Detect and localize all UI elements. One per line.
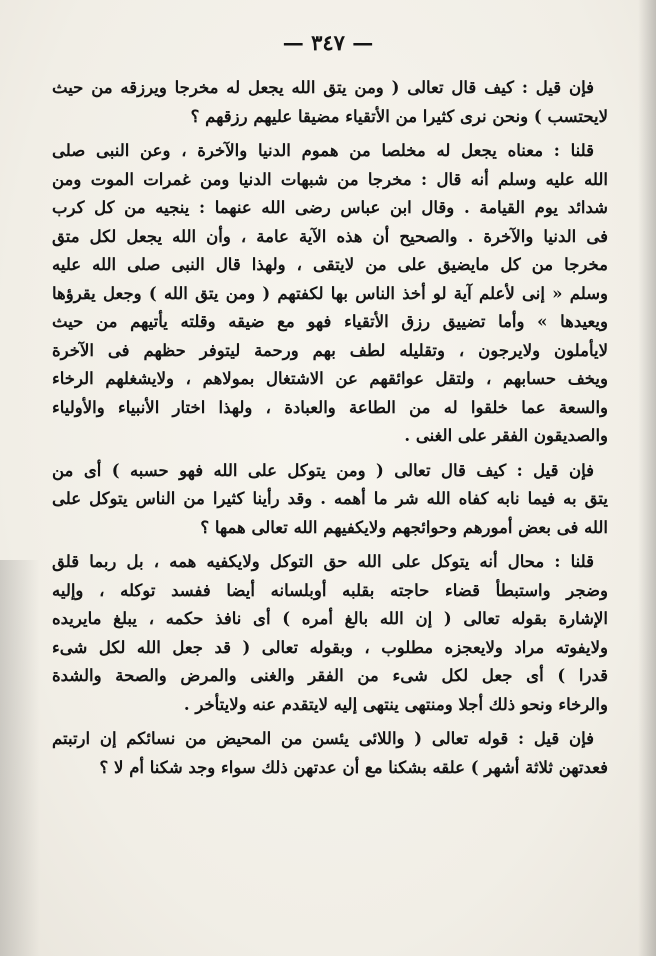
text-line: الله فى بعض أمورهم وحوائجهم ولايكفيهم الله تعالى همها ؟ [200,517,608,537]
text-line: شدائد يوم القيامة . وقال ابن عباس رضى الله عنهما : ينجيه من كل كرب [52,198,608,217]
text-line: فعدتهن ثلاثة أشهر ) علقه بشكنا مع أن عدتهن ذلك سواء وجد شكنا أم لا ؟ [99,757,608,777]
text-line: الله عليه وسلم أنه قال : مخرجا من شبهات الدنيا ومن غمرات الموت ومن [52,169,608,189]
text-line: والسعة عما خلقوا له من الطاعة والعبادة ، ولهذا اختار الأنبياء والأولياء [52,397,608,417]
text-line: وضجر واستبطأ قضاء حاجته بقلبه أوبلسانه أيضا ففسد توكله ، وإليه [52,580,608,600]
text-line: لايحتسب ) ونحن نرى كثيرا من الأتقياء مضيقا عليهم رزقهم ؟ [190,106,608,126]
text-line: فإن قيل : كيف قال تعالى ( ومن يتق الله يجعل له مخرجا ويرزقه من حيث [52,78,594,97]
text-line: ويخف حسابهم ، ولتقل عوائقهم عن الاشتغال بمولاهم ، ولايشغلهم الرخاء [52,369,608,388]
page-number: — ٣٤٧ — [282,30,374,55]
text-line: يتق به فيما نابه كفاه الله شر ما أهمه . وقد رأينا كثيرا من الناس يتوكل على [52,489,608,508]
text-line: والرخاء ونحو ذلك أجلا ومنتهى ينتهى إليه لايتقدم عنه ولايتأخر . [183,694,608,714]
text-line: فى الدنيا والآخرة . والصحيح أن هذه الآية عامة ، وأن الله يجعل لكل متق [52,226,608,246]
text-line: قلنا : معناه يجعل له مخلصا من هموم الدنيا والآخرة ، وعن النبى صلى [52,141,594,160]
text-line: ولايفوته مراد ولايعجزه مطلوب ، وبقوله تعالى ( قد جعل الله لكل شىء [52,637,608,657]
text-line: فإن قيل : كيف قال تعالى ( ومن يتوكل على الله فهو حسبه ) أى من [52,460,594,480]
text-line: فإن قيل : قوله تعالى ( واللائى يئسن من المحيض من نسائكم إن ارتبتم [52,729,594,748]
text-line: الإشارة بقوله تعالى ( إن الله بالغ أمره ) أى نافذ حكمه ، يبلغ مايريده [52,609,608,628]
paragraph-answer-1 [52,137,608,451]
scan-shadow-right [638,0,656,956]
paragraph-question-3 [52,725,608,782]
paragraph-answer-2 [52,548,608,719]
text-line: قدرا ) أى جعل لكل شىء من الفقر والغنى والمرض والصحة والشدة [52,666,608,685]
paragraph-question-2 [52,457,608,543]
text-line: قلنا : محال أنه يتوكل على الله حق التوكل ولايكفيه همه ، بل ربما قلق [52,552,594,571]
text-line: لايأملون ولايرجون ، وتقليله لطف بهم ورحمة ليتوفر حظهم فى الآخرة [52,340,608,360]
scan-shadow-left [0,560,40,956]
text-line: وسلم « إنى لأعلم آية لو أخذ الناس بها لكفتهم ( ومن يتق الله ) وجعل يقرؤها [52,283,608,303]
text-line: ويعيدها » وأما تضييق رزق الأتقياء فهو مع ضيقه وقلته يأتيهم من حيث [52,312,608,331]
paragraph-question-1 [52,74,608,131]
text-line: والصديقون الفقر على الغنى . [404,426,608,445]
page-text [52,74,608,788]
text-line: مخرجا من كل مايضيق على من لايتقى ، ولهذا قال النبى صلى الله عليه [52,255,608,274]
